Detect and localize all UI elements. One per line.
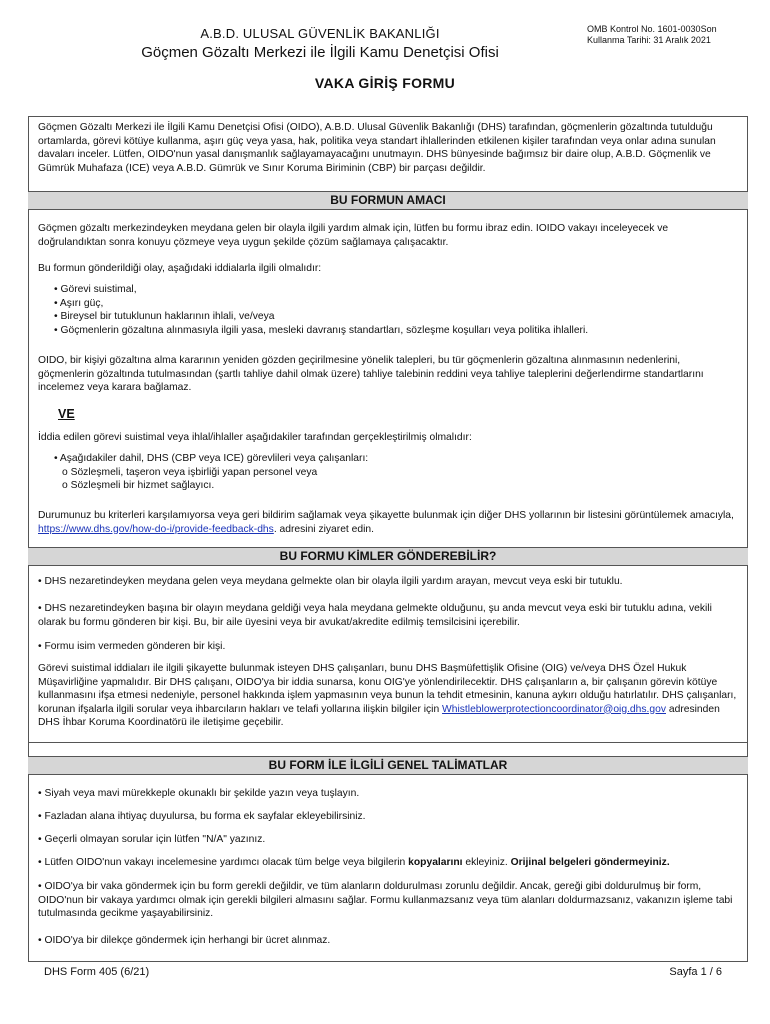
purpose-paragraph-2: Bu formun gönderildiği olay, aşağıdaki iddialarla ilgili olmalıdır: [38,263,322,274]
section-header-instructions: BU FORM İLE İLGİLİ GENEL TALİMATLAR [28,756,748,775]
instruction-4-bold-copies: kopyalarını [408,857,463,868]
instruction-4-mid: ekleyiniz. [462,857,511,868]
instruction-1: • Siyah veya mavi mürekkeple okunaklı bir şekilde yazın veya tuşlayın. [38,788,360,799]
and-heading: VE [58,407,75,421]
page-number: Sayfa 1 / 6 [669,966,722,978]
instruction-4-bold-originals: Orijinal belgeleri göndermeyiniz. [510,857,670,868]
list-item: • Aşağıdakiler dahil, DHS (CBP veya ICE) görevlileri veya çalışanları: [54,453,369,464]
instruction-4-text: • Lütfen OIDO'nun vakayı incelemesine yardımcı olacak tüm belge veya bilgilerin [38,857,409,868]
form-title: VAKA GİRİŞ FORMU [314,75,456,91]
employee-text: Görevi suistimal iddiaları ile ilgili şikayette bulunmak isteyen DHS çalışanları, bunu DHS Başmüfettişlik Ofisine (OIG) ve/veya DHS Özel Hukuk Müşavirliğine yapmalıdır. Bir DHS çalışanı, OIDO'ya bir iddia sunarsa, konu OIG'ye yönlendirilecektir. DHS çalışanların a, bir çalışanın görevin kötüye kullanmasını ifşa etmesi nedeniyle, personel hakkında işlem yapmasının veya bunun la tehdit etmesinin, kanuna aykırı olduğu hatırlatılır. DHS çalışanları, korunan ifşalarla ilgili sorular veya ihbarcıların hakları ve telafi yollarına ilişkin bilgiler için [38,663,737,715]
agency-name: A.B.D. ULUSAL GÜVENLİK BAKANLIĞI [200,26,440,41]
list-item: • Görevi suistimal, [54,284,137,295]
list-item: o Sözleşmeli, taşeron veya işbirliği yapan personel veya [62,466,318,478]
header-block [130,26,510,61]
instruction-2: • Fazladan alana ihtiyaç duyulursa, bu forma ek sayfalar ekleyebilirsiniz. [38,811,366,822]
office-name: Göçmen Gözaltı Merkezi ile İlgili Kamu Denetçisi Ofisi [141,44,499,61]
whistleblower-email-link[interactable]: Whistleblowerprotectioncoordinator@oig.dhs.gov [442,703,666,715]
instruction-3: • Geçerli olmayan sorular için lütfen "N/A" yazınız. [38,834,266,845]
list-item: • Göçmenlerin gözaltına alınmasıyla ilgili yasa, mesleki davranış standartları, sözleşme koşulları veya politika ihlalleri. [54,324,589,336]
who-bullet-3: • Formu isim vermeden gönderen bir kişi. [38,641,226,652]
omb-control-number: OMB Kontrol No. 1601-0030Son [587,24,717,34]
dhs-feedback-link[interactable]: https://www.dhs.gov/how-do-i/provide-feedback-dhs [38,523,274,535]
instruction-5: • OIDO'ya bir vaka göndermek için bu form gerekli değildir, ve tüm alanların doldurulması zorunlu değildir. Ancak, gereği gibi doldurulmuş bir form, OIDO'nun bir vakaya yardımcı olmak için gerekli bilgileri almasını sağlar. Formu kullanmazsanız veya tüm alanları doldurmazsanız, vakanızın işleme tabi tutulmasında gecikme yaşayabilirsiniz. [38,881,733,919]
who-employee-paragraph [38,662,738,730]
purpose-paragraph-5 [38,509,738,536]
purpose-paragraph-1: Göçmen gözaltı merkezindeyken meydana gelen bir olayla ilgili yardım almak için, lütfen bu formu ibraz edin. IOIDO vakayı inceleyecek ve doğrulandıktan sonra konuyu çözmeye veya uygun şekilde çözüm sağlamaya çalışacaktır. [38,223,669,248]
list-item: • Aşırı güç, [54,297,104,309]
form-number: DHS Form 405 (6/21) [44,966,150,978]
feedback-text-end: . adresini ziyaret edin. [273,523,374,535]
section-header-purpose: BU FORMUN AMACI [28,191,748,210]
section-header-who: BU FORMU KİMLER GÖNDEREBİLİR? [28,547,748,566]
employee-text-end: adresinden DHS İhbar Koruma Koordinatörü ile iletişime geçebilir. [38,703,720,728]
who-bullet-2: • DHS nezaretindeyken başına bir olayın meydana geldiği veya hala meydana gelmekte olduğunu, şu anda mevcut veya eski bir tutuklu adına, vekili olarak bu formu gönderen bir kişi. Bu, bir aile üyesini veya bir avukat/akredite edilmiş temsilcisini içerebilir. [38,603,712,628]
instruction-4 [38,856,753,870]
omb-info [587,24,717,46]
allegation-list [54,283,588,337]
instruction-6: • OIDO'ya bir dilekçe göndermek için herhangi bir ücret alınmaz. [38,935,331,946]
who-bullet-1: • DHS nezaretindeyken meydana gelen veya meydana gelmekte olan bir olayla ilgili yardım arayan, mevcut veya eski bir tutuklu. [38,576,623,587]
purpose-paragraph-4: İddia edilen görevi suistimal veya ihlal/ihlaller aşağıdakiler tarafından gerçekleştirilmiş olmalıdır: [38,432,472,443]
purpose-paragraph-3: OIDO, bir kişiyi gözaltına alma kararının yeniden gözden geçirilmesine yönelik talepleri, bu tür göçmenlerin gözaltına alınmasının nedenlerini, göçmenlerin gözaltında tutulmasından (şartlı tahliye dahil olmak üzere) tahliye talebinin reddini veya tahliye taleplerini değerlendirme standartlarını incelemez veya karara bağlamaz. [38,355,704,393]
intro-paragraph: Göçmen Gözaltı Merkezi ile İlgili Kamu Denetçisi Ofisi (OIDO), A.B.D. Ulusal Güvenlik Bakanlığı (DHS) tarafından, göçmenlerin gözaltında tutulduğu ortamlarda, görevi kötüye kullanma, aşırı güç veya yasa, hak, politika veya standart ihlallerinden etkilenen kişiler tarafından veya onlar adına sunulan davaları inceler. Lütfen, OIDO'nun yasal danışmanlık sağlayamayacağını unutmayın. DHS bünyesinde bağımsız bir daire olup, A.B.D. Göçmenlik ve Gümrük Muhafaza (ICE) veya A.B.D. Gümrük ve Sınır Koruma Biriminin (CBP) bir parçası değildir. [38,122,716,174]
list-item: o Sözleşmeli bir hizmet sağlayıcı. [62,480,215,491]
employee-list [54,452,368,493]
omb-expiration: Kullanma Tarihi: 31 Aralık 2021 [587,35,711,45]
section-divider [28,742,748,743]
list-item: • Bireysel bir tutuklunun haklarının ihlali, ve/veya [54,311,275,322]
feedback-text: Durumunuz bu kriterleri karşılamıyorsa veya geri bildirim sağlamak veya şikayette bulunmak için diğer DHS yollarının bir listesini görüntülemek amacıyla, [38,510,734,521]
